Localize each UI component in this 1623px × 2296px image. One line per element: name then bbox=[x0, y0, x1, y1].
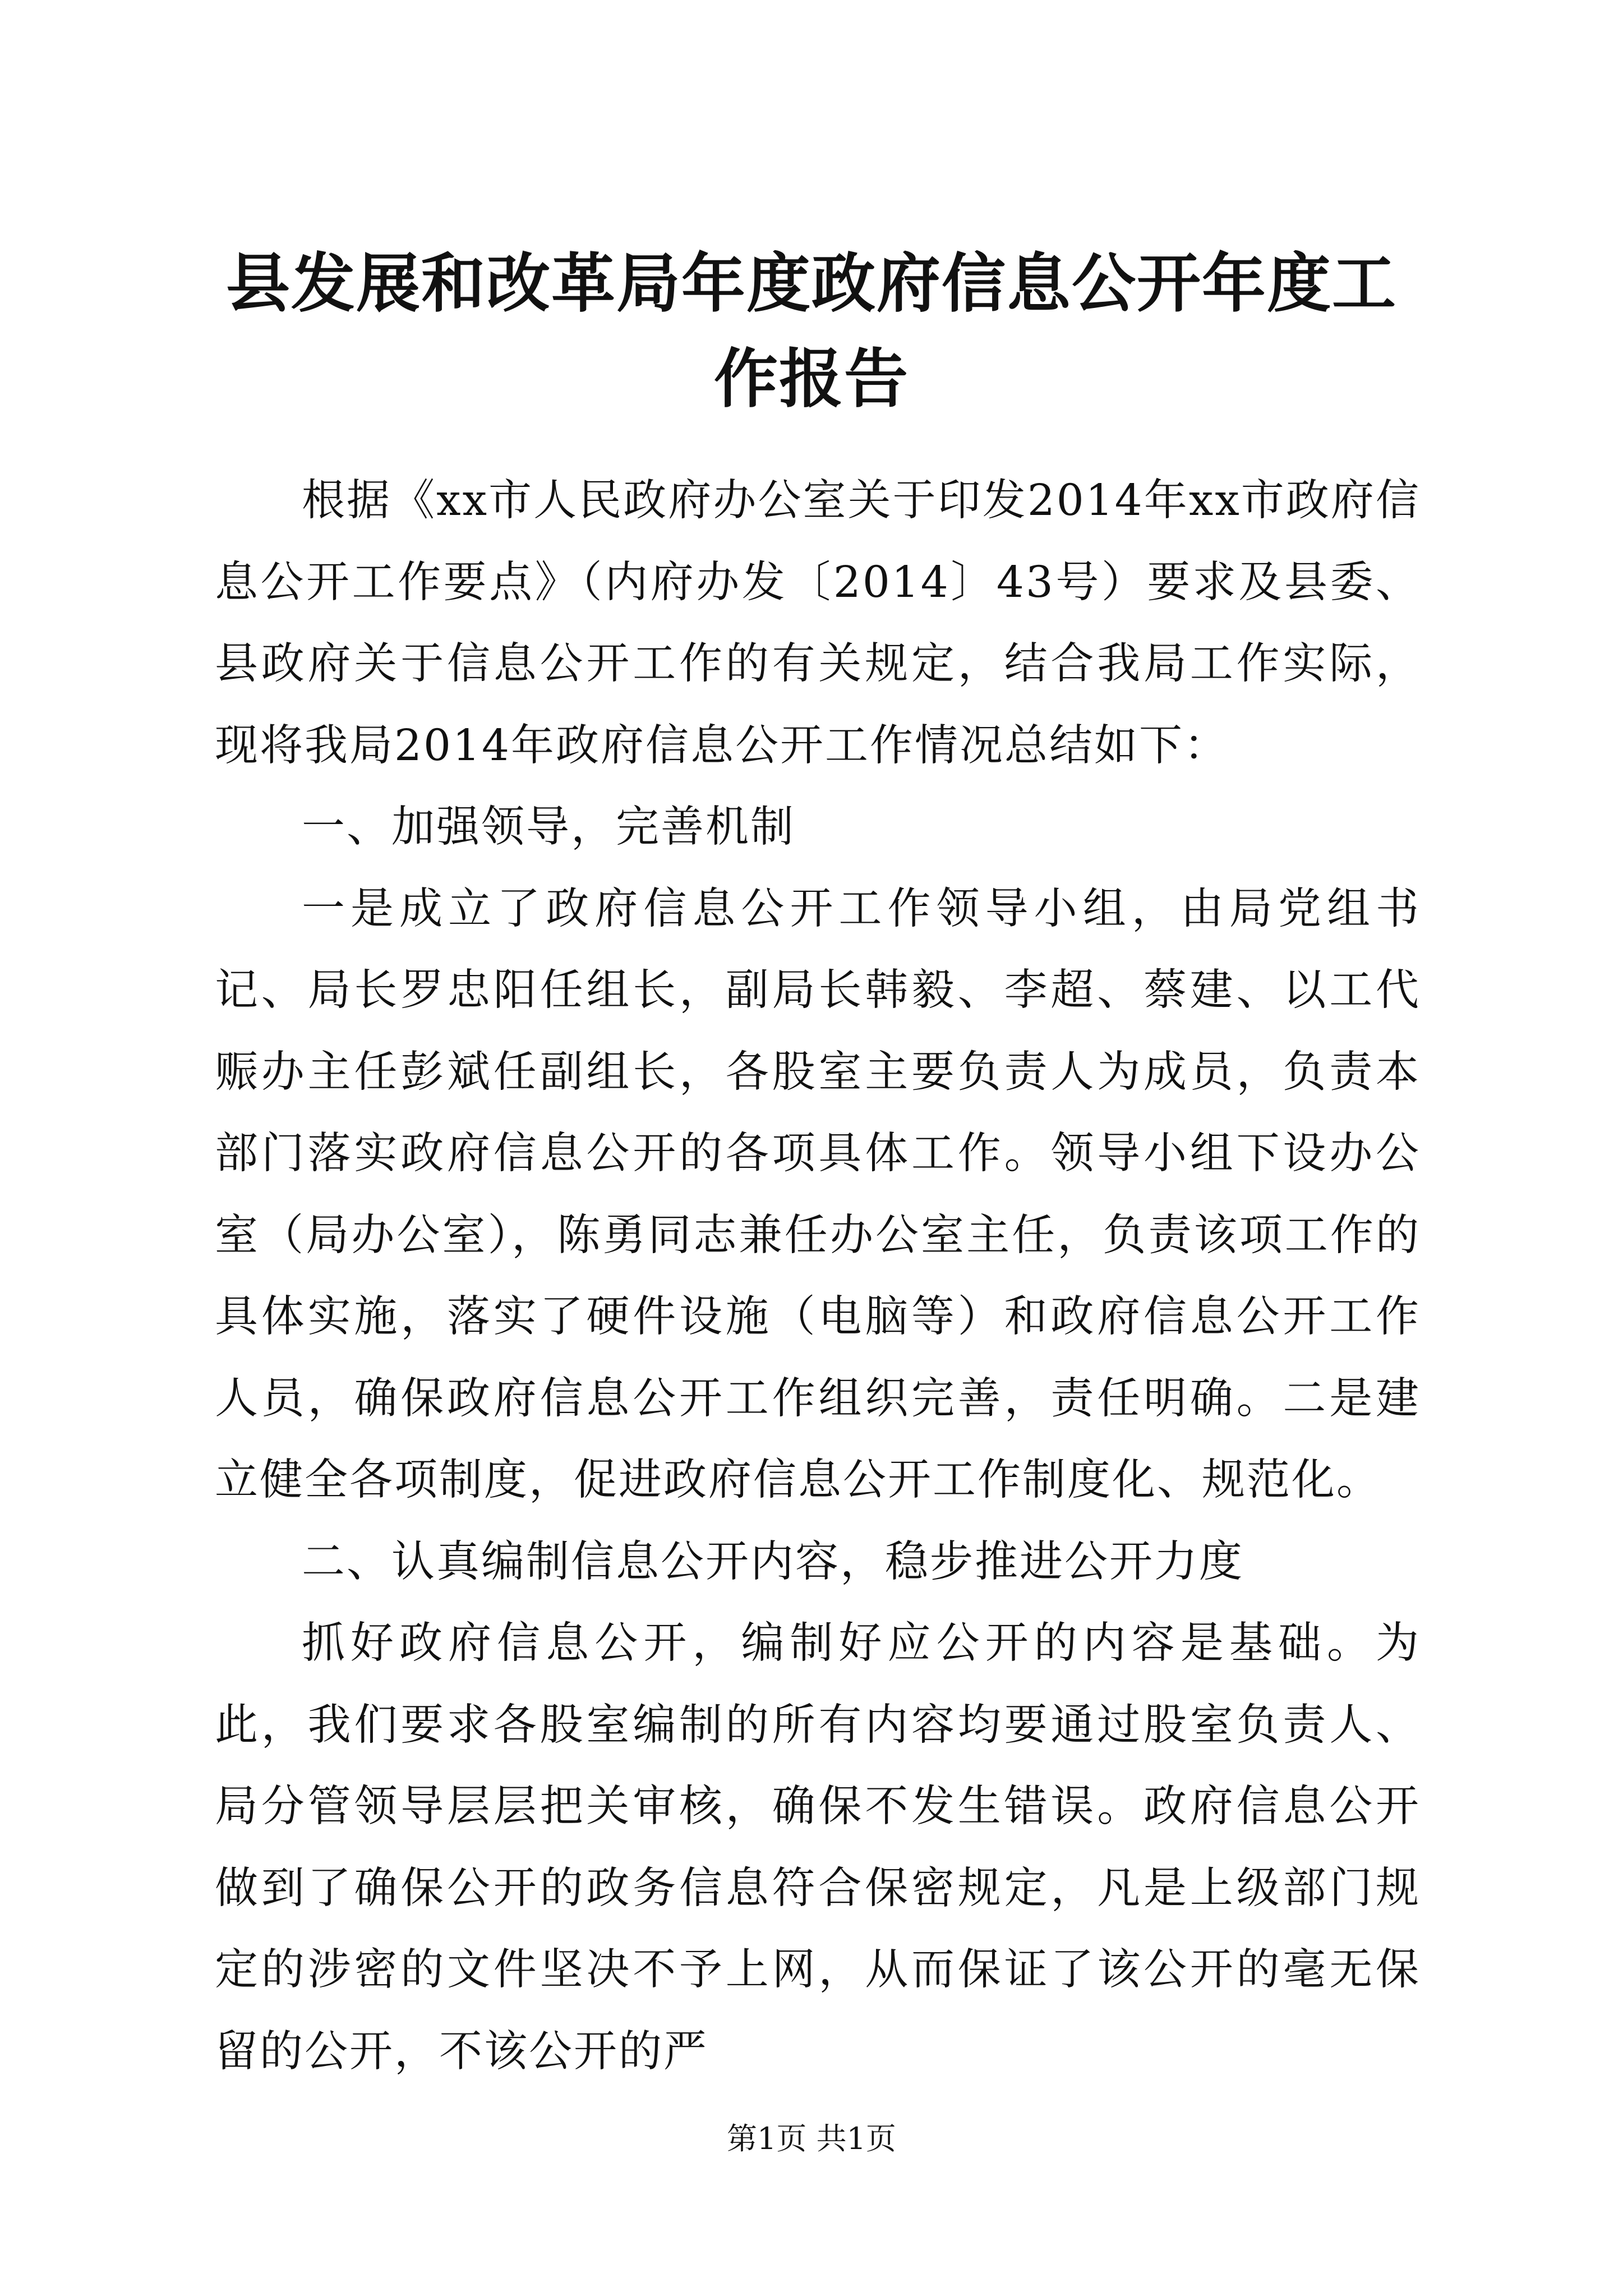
paragraph-intro: 根据《xx市人民政府办公室关于印发2014年xx市政府信息公开工作要点》（内府办发〔2014〕43号）要求及县委、县政府关于信息公开工作的有关规定，结合我局工作实际，现将我局2014年政府信息公开工作情况总结如下： bbox=[215, 476, 1421, 771]
section-heading-2: 二、认真编制信息公开内容，稳步推进公开力度 bbox=[302, 1536, 1244, 1587]
page-footer: 第1页 共1页 bbox=[727, 2121, 896, 2156]
paragraph-section-2: 抓好政府信息公开，编制好应公开的内容是基础。为此，我们要求各股室编制的所有内容均要通过股室负责人、局分管领导层层把关审核，确保不发生错误。政府信息公开做到了确保公开的政务信息符合保密规定，凡是上级部门规定的涉密的文件坚决不予上网，从而保证了该公开的毫无保留的公开，不该公开的严 bbox=[215, 1618, 1421, 2077]
document-body bbox=[215, 460, 1421, 2092]
section-heading-1: 一、加强领导，完善机制 bbox=[302, 802, 795, 852]
document-title: 县发展和改革局年度政府信息公开年度工作报告 bbox=[225, 246, 1397, 416]
paragraph-section-1: 一是成立了政府信息公开工作领导小组，由局党组书记、局长罗忠阳任组长，副局长韩毅、李超、蔡建、以工代赈办主任彭斌任副组长，各股室主要负责人为成员，负责本部门落实政府信息公开的各项具体工作。领导小组下设办公室（局办公室），陈勇同志兼任办公室主任，负责该项工作的具体实施，落实了硬件设施（电脑等）和政府信息公开工作人员，确保政府信息公开工作组织完善，责任明确。二是建立健全各项制度，促进政府信息公开工作制度化、规范化。 bbox=[215, 884, 1421, 1505]
